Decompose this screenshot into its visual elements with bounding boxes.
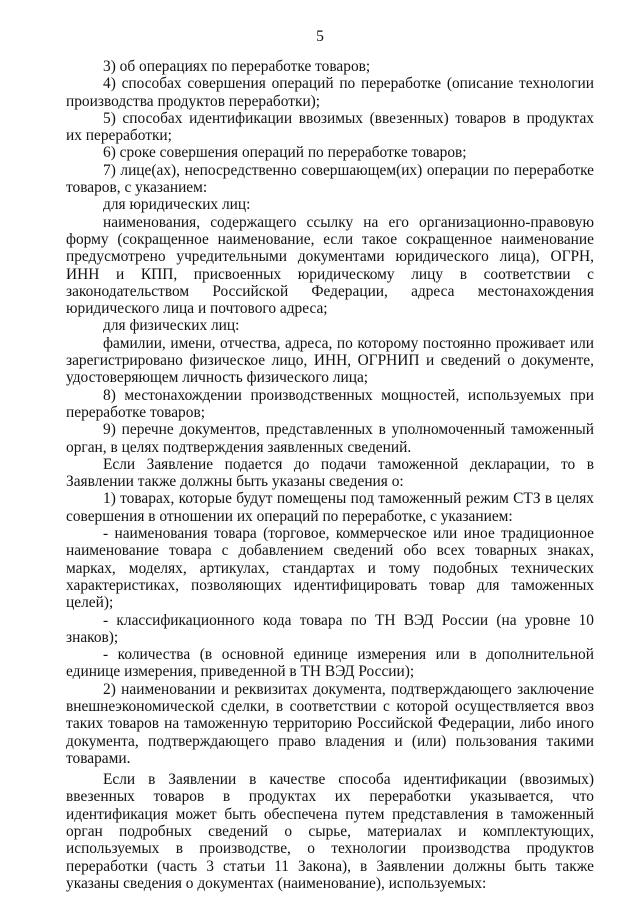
individuals-heading: для физических лиц: [103,317,240,335]
list-item-3-operations: 3) об операциях по переработке товаров; [103,58,371,75]
individuals-paragraph: фамилии, имени, отчества, адреса, по которому постоянно проживает или зарегистрировано физическое лицо, ИНН, ОГРНИП и сведений о документе, удостоверяющем личность физического лица; [66,334,594,387]
list-item-2-contract-document: 2) наименовании и реквизитах документа, подтверждающего заключение внешнеэкономической сделки, в соответствии с которой осуществляется ввоз таких товаров на таможенную территорию Российской Федерации, либо иного документа, подтверждающего право владения и (или) пользования такими товарами. [66,680,594,767]
document-body [66,58,594,892]
list-item-1-goods: 1) товарах, которые будут помещены под таможенный режим СТЗ в целях совершения в отношении их операций по переработке, с указанием: [66,490,594,525]
list-item-8-location: 8) местонахождении производственных мощностей, используемых при переработке товаров; [66,386,594,421]
list-item-6-term: 6) сроке совершения операций по переработке товаров; [103,144,467,162]
bullet-goods-name: - наименования товара (торговое, коммерческое или иное традиционное наименование товара с добавлением сведений обо всех товарных знаках, марках, моделях, артикулах, стандартах и тому подобных технических характеристиках, позволяющих идентифицировать товар для таможенных целей); [66,525,594,612]
list-item-4-methods: 4) способах совершения операций по переработке (описание технологии производства продуктов переработки); [66,75,594,110]
legal-entities-heading: для юридических лиц: [103,196,251,214]
identification-method-paragraph: Если в Заявлении в качестве способа идентификации (ввозимых) ввезенных товаров в продуктах их переработки указывается, что идентификация может быть обеспечена путем представления в таможенный орган подробных сведений о сырье, материалах и комплектующих, используемых в производстве, о технологии производства продуктов переработки (часть 3 статьи 11 Закона), в Заявлении должны быть также указаны сведения о документах (наименование), используемых: [66,771,594,892]
legal-entities-paragraph: наименования, содержащего ссылку на его организационно-правовую форму (сокращенное наименование, если такое сокращенное наименование предусмотрено учредительными документами юридического лица), ОГРН, ИНН и КПП, присвоенных юридическому лицу в соответствии с законодательством Российской Федерации, адреса местонахождения юридического лица и почтового адреса; [66,213,594,318]
list-item-5-identification: 5) способах идентификации ввозимых (ввезенных) товаров в продуктах их переработки; [66,109,594,145]
list-item-7-persons: 7) лице(ах), непосредственно совершающем(их) операции по переработке товаров, с указанием: [66,161,594,197]
page-number: 5 [316,28,324,45]
bullet-quantity: - количества (в основной единице измерения или в дополнительной единице измерения, приведенной в ТН ВЭД России); [66,646,594,681]
bullet-classification-code: - классификационного кода товара по ТН ВЭД России (на уровне 10 знаков); [66,611,594,646]
list-item-9-documents: 9) перечне документов, представленных в уполномоченный таможенный орган, в целях подтверждения заявленных сведений. [66,421,594,456]
condition-paragraph: Если Заявление подается до подачи таможенной декларации, то в Заявлении также должны быть указаны сведения о: [66,455,594,491]
